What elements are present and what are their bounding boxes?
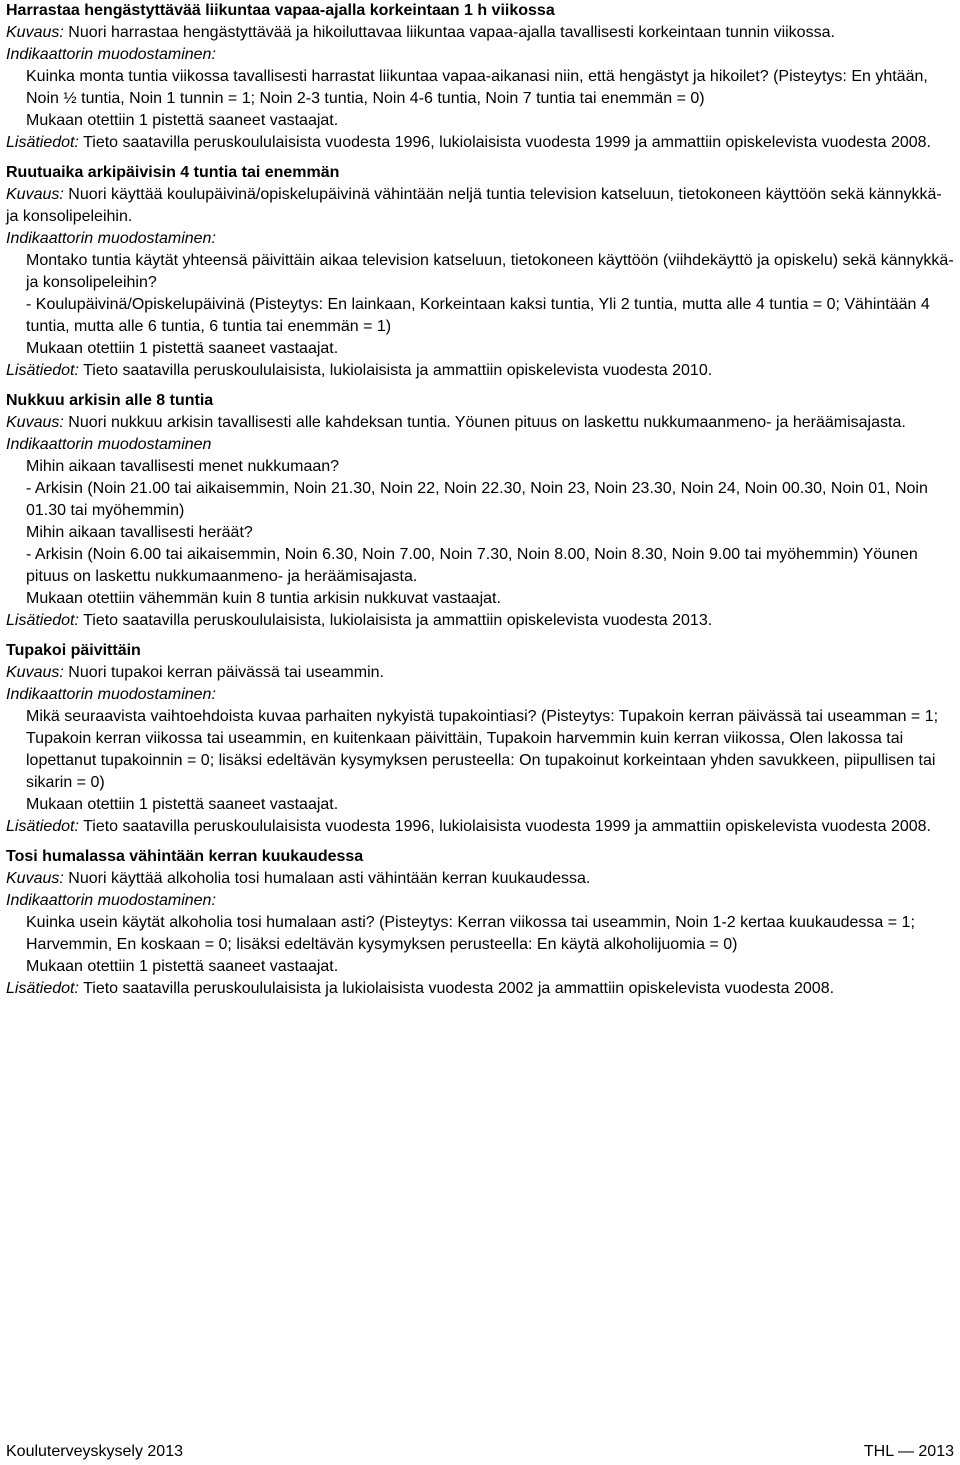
indicator-line: Mihin aikaan tavallisesti menet nukkumaan? [26, 458, 340, 475]
indicator-line: Mukaan otettiin 1 pistettä saaneet vastaajat. [26, 112, 339, 129]
additional-info-label: Lisätiedot: [6, 612, 79, 629]
section-heading: Ruutuaika arkipäivisin 4 tuntia tai enemmän [6, 164, 340, 181]
indicator-body [6, 706, 956, 816]
indicator-section [6, 846, 956, 1000]
description-text: Nuori käyttää koulupäivinä/opiskelupäivinä vähintään neljä tuntia television katseluun, tietokoneen käyttöön sekä kännykkä- ja konsolipeleihin. [6, 186, 942, 225]
additional-info-label: Lisätiedot: [6, 362, 79, 379]
page-footer [6, 1441, 954, 1463]
description [6, 412, 956, 434]
description-text: Nuori tupakoi kerran päivässä tai useammin. [68, 664, 384, 681]
section-heading: Harrastaa hengästyttävää liikuntaa vapaa-ajalla korkeintaan 1 h viikossa [6, 2, 555, 19]
indicator-label: Indikaattorin muodostaminen: [6, 892, 216, 909]
indicator-line: Kuinka usein käytät alkoholia tosi humalaan asti? (Pisteytys: Kerran viikossa tai useammin, Noin 1-2 kertaa kuukaudessa = 1; Harvemmin, En koskaan = 0; lisäksi edeltävän kysymyksen perusteella: En käytä alkoholijuomia = 0) [26, 914, 915, 953]
additional-info-text: Tieto saatavilla peruskoululaisista, lukiolaisista ja ammattiin opiskelevista vuodesta 2010. [83, 362, 713, 379]
indicator-label: Indikaattorin muodostaminen: [6, 46, 216, 63]
indicator-body [6, 66, 956, 132]
indicator-line: Kuinka monta tuntia viikossa tavallisesti harrastat liikuntaa vapaa-aikanasi niin, että hengästyt ja hikoilet? (Pisteytys: En yhtään, Noin ½ tuntia, Noin 1 tunnin = 1; Noin 2-3 tuntia, Noin 4-6 tuntia, Noin 7 tuntia tai enemmän = 0) [26, 68, 928, 107]
indicator-line: Mukaan otettiin 1 pistettä saaneet vastaajat. [26, 958, 339, 975]
description-label: Kuvaus: [6, 24, 64, 41]
indicator-section [6, 162, 956, 382]
description [6, 662, 956, 684]
description-text: Nuori harrastaa hengästyttävää ja hikoiluttavaa liikuntaa vapaa-ajalla tavallisesti korkeintaan tunnin viikossa. [68, 24, 835, 41]
additional-info [6, 816, 956, 838]
indicator-line: Mukaan otettiin vähemmän kuin 8 tuntia arkisin nukkuvat vastaajat. [26, 590, 501, 607]
additional-info [6, 978, 956, 1000]
description [6, 22, 956, 44]
additional-info-text: Tieto saatavilla peruskoululaisista, lukiolaisista ja ammattiin opiskelevista vuodesta 2013. [83, 612, 713, 629]
indicator-section [6, 390, 956, 632]
description-label: Kuvaus: [6, 870, 64, 887]
indicator-section [6, 640, 956, 838]
indicator-line: - Arkisin (Noin 6.00 tai aikaisemmin, Noin 6.30, Noin 7.00, Noin 7.30, Noin 8.00, Noin 8.30, Noin 9.00 tai myöhemmin) Yöunen pituus on laskettu nukkumaanmeno- ja heräämisajasta. [26, 546, 918, 585]
indicator-body [6, 912, 956, 978]
additional-info-label: Lisätiedot: [6, 818, 79, 835]
description [6, 868, 956, 890]
additional-info-text: Tieto saatavilla peruskoululaisista ja lukiolaisista vuodesta 2002 ja ammattiin opiskelevista vuodesta 2008. [83, 980, 835, 997]
description-label: Kuvaus: [6, 186, 64, 203]
indicator-line: Mihin aikaan tavallisesti heräät? [26, 524, 253, 541]
footer-publisher: THL — 2013 [863, 1443, 954, 1460]
indicator-body [6, 250, 956, 360]
additional-info [6, 360, 956, 382]
indicator-line: Montako tuntia käytät yhteensä päivittäin aikaa television katseluun, tietokoneen käyttöön (viihdekäyttö ja opiskelu) sekä kännykkä- ja konsolipeleihin? [26, 252, 954, 291]
description [6, 184, 956, 228]
description-text: Nuori nukkuu arkisin tavallisesti alle kahdeksan tuntia. Yöunen pituus on laskettu nukkumaanmeno- ja heräämisajasta. [68, 414, 906, 431]
additional-info-text: Tieto saatavilla peruskoululaisista vuodesta 1996, lukiolaisista vuodesta 1999 ja ammattiin opiskelevista vuodesta 2008. [83, 134, 931, 151]
description-label: Kuvaus: [6, 414, 64, 431]
description-text: Nuori käyttää alkoholia tosi humalaan asti vähintään kerran kuukaudessa. [68, 870, 591, 887]
indicator-line: - Arkisin (Noin 21.00 tai aikaisemmin, Noin 21.30, Noin 22, Noin 22.30, Noin 23, Noin 23.30, Noin 24, Noin 00.30, Noin 01, Noin 01.30 tai myöhemmin) [26, 480, 928, 519]
document-page [6, 0, 956, 1008]
section-heading: Nukkuu arkisin alle 8 tuntia [6, 392, 214, 409]
indicator-line: Mikä seuraavista vaihtoehdoista kuvaa parhaiten nykyistä tupakointiasi? (Pisteytys: Tupakoin kerran päivässä tai useamman = 1; Tupakoin kerran viikossa tai useammin, en kuitenkaan päivittäin, Tupakoin harvemmin kuin kerran viikossa, Olen lakossa tai lopettanut tupakoinnin = 0; lisäksi edeltävän kysymyksen perusteella: On tupakoinut korkeintaan yhden savukkeen, piipullisen tai sikarin = 0) [26, 708, 939, 791]
additional-info [6, 610, 956, 632]
description-label: Kuvaus: [6, 664, 64, 681]
indicator-label: Indikaattorin muodostaminen [6, 436, 212, 453]
indicator-line: - Koulupäivinä/Opiskelupäivinä (Pisteytys: En lainkaan, Korkeintaan kaksi tuntia, Yli 2 tuntia, mutta alle 4 tuntia = 0; Vähintään 4 tuntia, mutta alle 6 tuntia, 6 tuntia tai enemmän = 1) [26, 296, 930, 335]
additional-info-label: Lisätiedot: [6, 134, 79, 151]
additional-info-text: Tieto saatavilla peruskoululaisista vuodesta 1996, lukiolaisista vuodesta 1999 ja ammattiin opiskelevista vuodesta 2008. [83, 818, 931, 835]
additional-info [6, 132, 956, 154]
indicator-label: Indikaattorin muodostaminen: [6, 686, 216, 703]
indicator-line: Mukaan otettiin 1 pistettä saaneet vastaajat. [26, 340, 339, 357]
section-heading: Tupakoi päivittäin [6, 642, 141, 659]
indicator-label: Indikaattorin muodostaminen: [6, 230, 216, 247]
additional-info-label: Lisätiedot: [6, 980, 79, 997]
footer-publication: Kouluterveyskysely 2013 [6, 1443, 183, 1460]
section-heading: Tosi humalassa vähintään kerran kuukaudessa [6, 848, 364, 865]
indicator-body [6, 456, 956, 610]
indicator-section [6, 0, 956, 154]
indicator-line: Mukaan otettiin 1 pistettä saaneet vastaajat. [26, 796, 339, 813]
